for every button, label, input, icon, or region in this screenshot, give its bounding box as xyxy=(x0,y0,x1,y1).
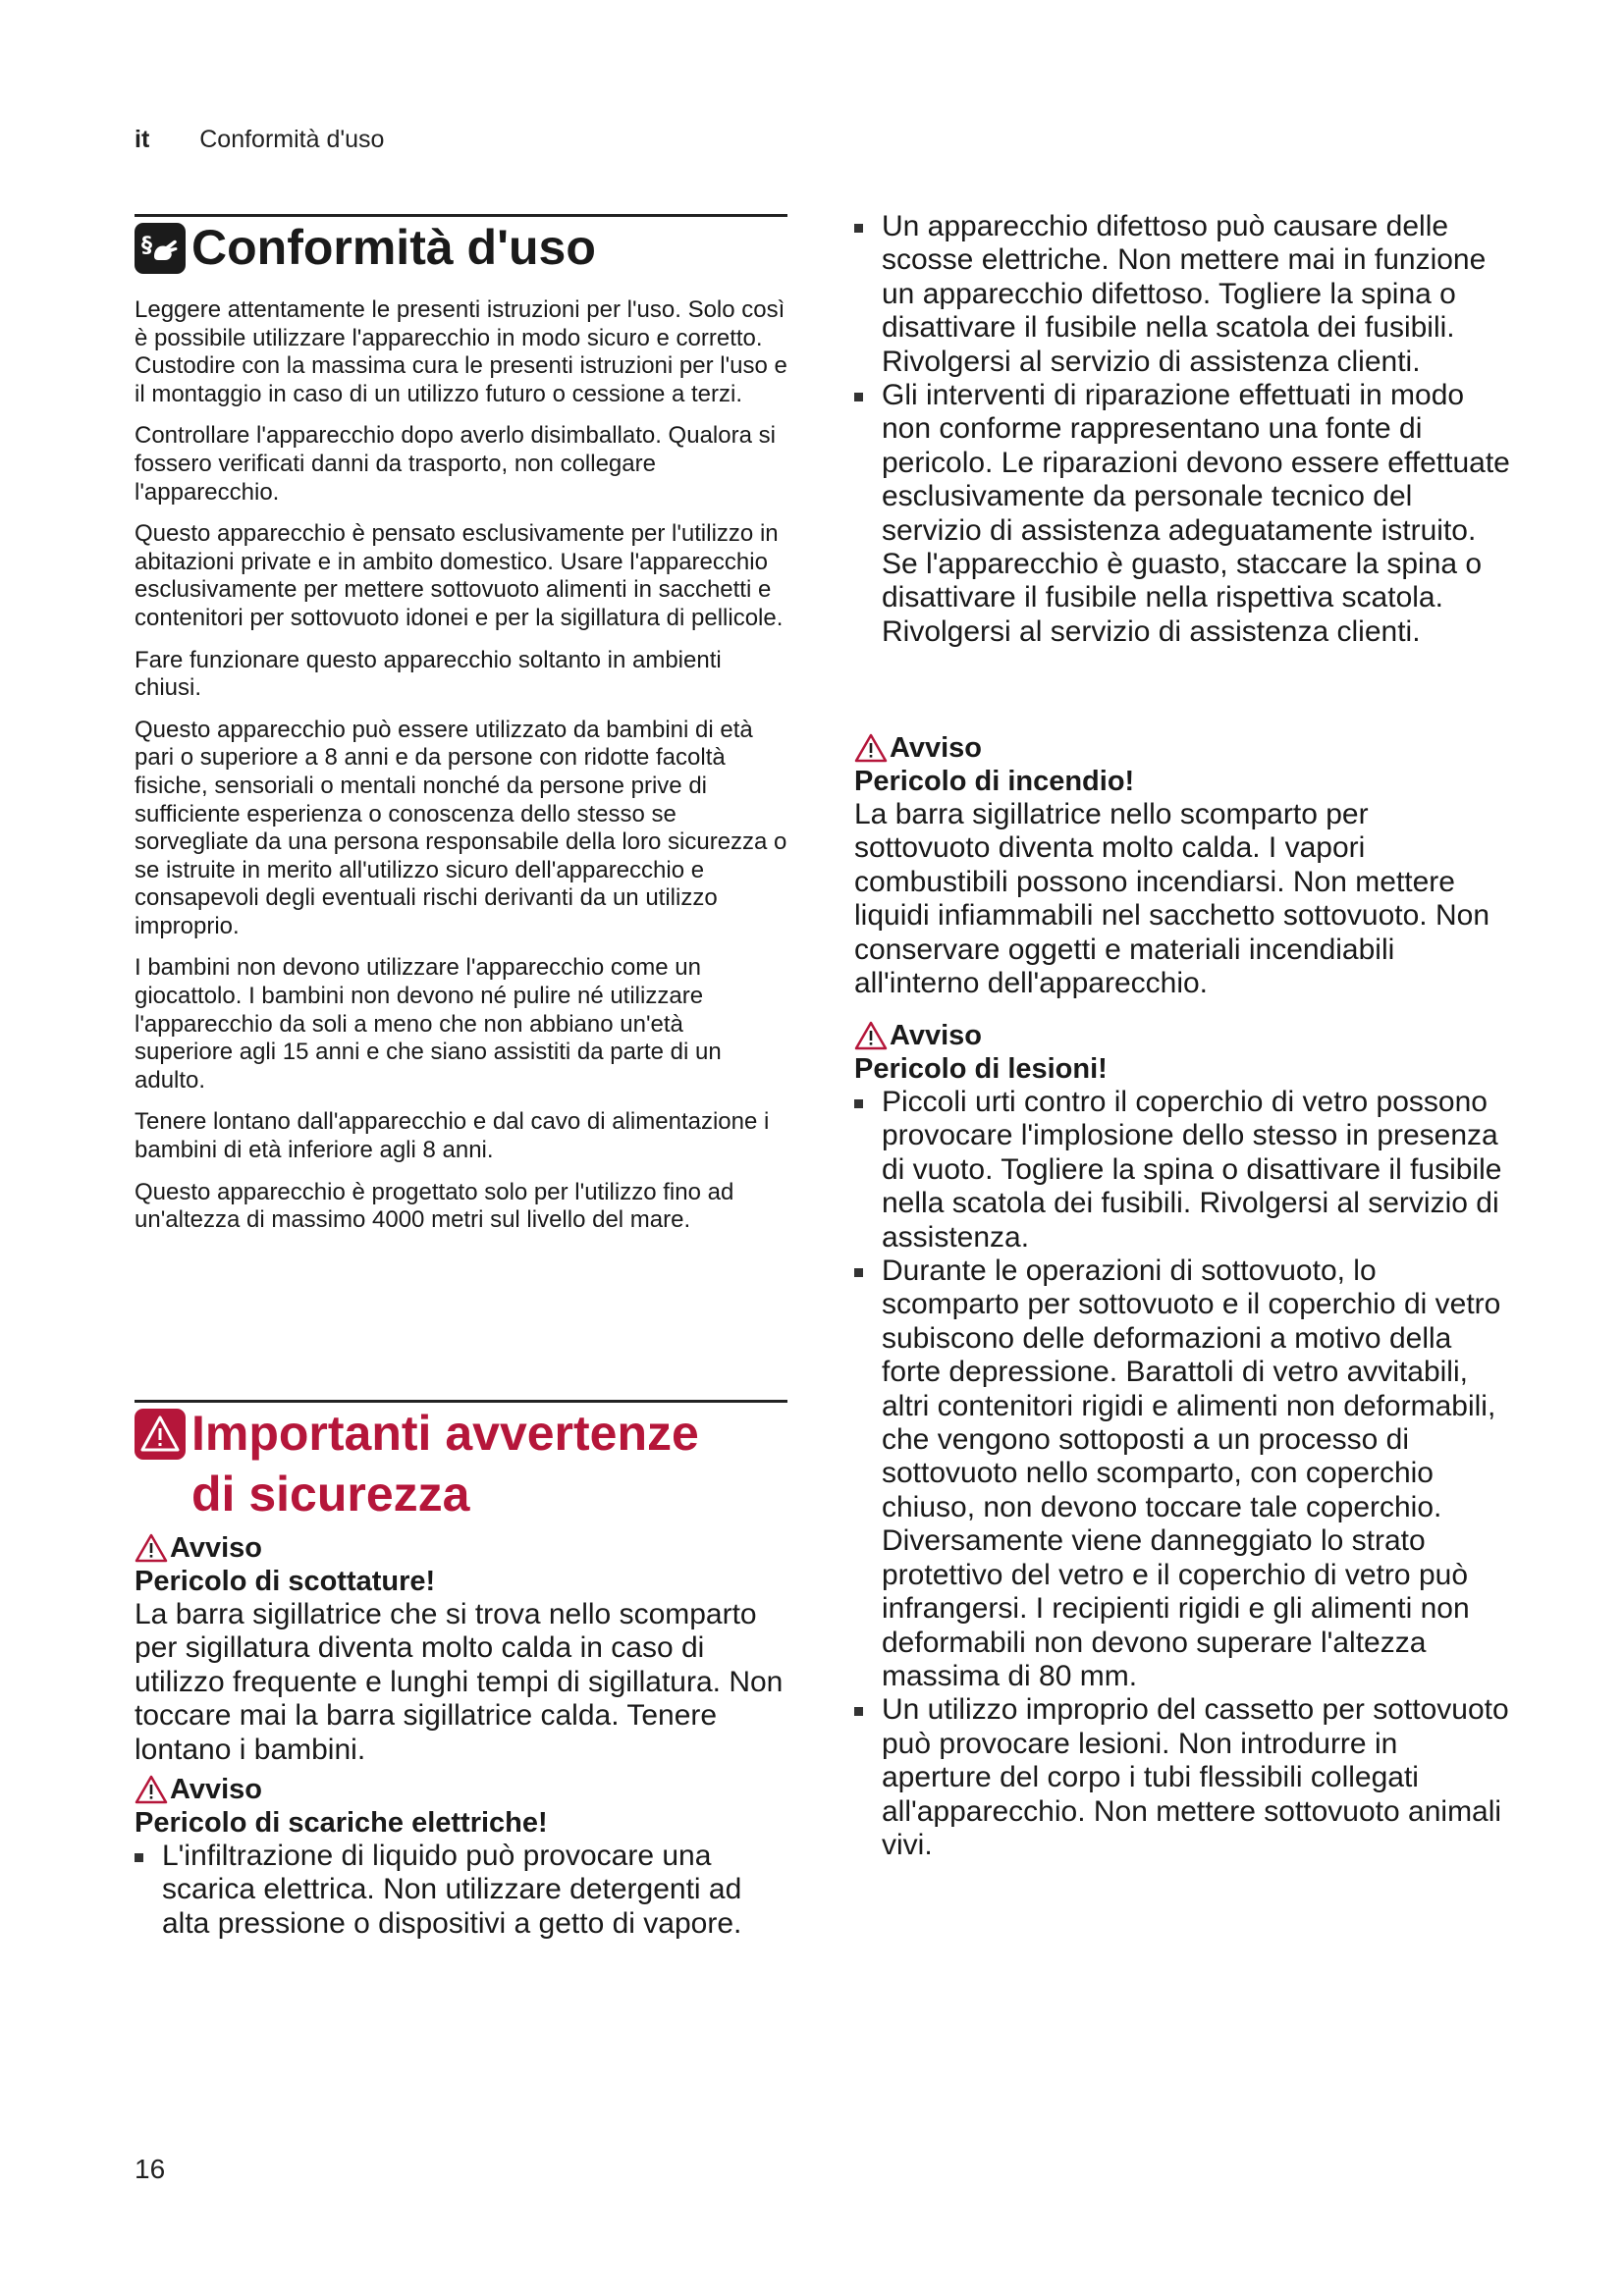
right-bullets xyxy=(854,210,1512,649)
list-item: L'infiltrazione di liquido può provocare una scarica elettrica. Non utilizzare detergenti ad alta pressione o dispositivi a getto di vapore. xyxy=(135,1840,787,1941)
header-section-name: Conformità d'uso xyxy=(199,126,385,153)
paragraph: Leggere attentamente le presenti istruzioni per l'uso. Solo così è possibile utilizzare l'apparecchio in modo sicuro e corretto. Custodire con la massima cura le presenti istruzioni per l'uso e il montaggio in caso di un utilizzo futuro o cessione a terzi. xyxy=(135,296,787,407)
warning-subtitle: Pericolo di lesioni! xyxy=(854,1053,1108,1085)
list-item: Piccoli urti contro il coperchio di vetro possono provocare l'implosione dello stesso in presenza di vuoto. Togliere la spina o disattivare il fusibile nella scatola dei fusibili. Rivolgersi al servizio di assistenza. xyxy=(854,1086,1512,1255)
warning-burns xyxy=(135,1531,787,1767)
warning-triangle-icon xyxy=(135,1775,168,1804)
warning-bullets xyxy=(854,1086,1512,1862)
warning-triangle-icon xyxy=(854,733,888,763)
warning-subtitle: Pericolo di incendio! xyxy=(854,766,1135,797)
list-item: Gli interventi di riparazione effettuati in modo non conforme rappresentano una fonte di pericolo. Le riparazioni devono essere effettuate esclusivamente da personale tecnico del servizio di assistenza adeguatamente istruito. Se l'apparecchio è guasto, staccare la spina o disattivare il fusibile nella rispettiva scatola. Rivolgersi al servizio di assistenza clienti. xyxy=(854,379,1512,649)
section-title-text: Conformità d'uso xyxy=(191,220,596,275)
warning-fire xyxy=(854,731,1512,1000)
warning-text: La barra sigillatrice nello scomparto per sottovuoto diventa molto calda. I vapori combustibili possono incendiarsi. Non mettere liquidi infiammabili nel sacchetto sottovuoto. Non conservare oggetti e materiali incendiabili all'interno dell'apparecchio. xyxy=(854,798,1490,1000)
conformity-body xyxy=(135,296,787,1249)
running-header xyxy=(135,126,384,154)
warning-heading: Avviso xyxy=(135,1773,787,1806)
section-title-conformity xyxy=(135,214,787,278)
paragraph: Fare funzionare questo apparecchio soltanto in ambienti chiusi. xyxy=(135,646,722,702)
list-item: Un utilizzo improprio del cassetto per sottovuoto può provocare lesioni. Non introdurre in aperture del corpo i tubi flessibili collegati all'apparecchio. Non mettere sottovuoto animali vivi. xyxy=(854,1693,1512,1862)
list-item: Durante le operazioni di sottovuoto, lo scomparto per sottovuoto e il coperchio di vetro subiscono delle deformazioni a motivo della forte depressione. Barattoli di vetro avvitabili, altri contenitori rigidi e alimenti non deformabili, che vengono sottoposti a un processo di sottovuoto nello scomparto, con coperchio chiuso, non devono toccare tale coperchio. Diversamente viene danneggiato lo strato protettivo del vetro e il coperchio di vetro può infrangersi. I recipienti rigidi e gli alimenti non deformabili non devono superare l'altezza massima di 80 mm. xyxy=(854,1255,1512,1693)
paragraph: Controllare l'apparecchio dopo averlo disimballato. Qualora si fossero verificati danni da trasporto, non collegare l'apparecchio. xyxy=(135,422,776,506)
warning-bullets xyxy=(135,1840,787,1941)
paragraph: I bambini non devono utilizzare l'apparecchio come un giocattolo. I bambini non devono né pulire né utilizzare l'apparecchio da soli a meno che non abbiano un'età superiore agli 15 anni e che siano assistiti da parte di un adulto. xyxy=(135,954,722,1094)
paragraph: Questo apparecchio può essere utilizzato da bambini di età pari o superiore a 8 anni e da persone con ridotte facoltà fisiche, sensoriali o mentali nonché da persone prive di sufficiente esperienza o conoscenza dello stesso se sorvegliate da una persona responsabile della loro sicurezza o se istruite in merito all'utilizzo sicuro dell'apparecchio e consapevoli degli eventuali rischi derivanti da un utilizzo improprio. xyxy=(135,716,787,939)
warning-subtitle: Pericolo di scariche elettriche! xyxy=(135,1807,548,1839)
warning-heading: Avviso xyxy=(854,731,1512,765)
section-hand-icon xyxy=(135,223,186,274)
warning-icon xyxy=(135,1409,186,1460)
bullet-list xyxy=(854,210,1512,649)
paragraph: Questo apparecchio è progettato solo per l'utilizzo fino ad un'altezza di massimo 4000 metri sul livello del mare. xyxy=(135,1178,734,1234)
paragraph: Tenere lontano dall'apparecchio e dal cavo di alimentazione i bambini di età inferiore agli 8 anni. xyxy=(135,1108,770,1164)
warning-electric xyxy=(135,1773,787,1941)
warning-subtitle: Pericolo di scottature! xyxy=(135,1566,436,1597)
paragraph: Questo apparecchio è pensato esclusivamente per l'utilizzo in abitazioni private e in ambito domestico. Usare l'apparecchio esclusivamente per mettere sottovuoto alimenti in sacchetti e contenitori per sottovuoto idonei e per la sigillatura di pellicole. xyxy=(135,520,784,631)
section-title-safety xyxy=(135,1400,787,1524)
list-item: Un apparecchio difettoso può causare delle scosse elettriche. Non mettere mai in funzione un apparecchio difettoso. Togliere la spina o disattivare il fusibile nella scatola dei fusibili. Rivolgersi al servizio di assistenza clienti. xyxy=(854,210,1512,379)
warning-triangle-icon xyxy=(854,1021,888,1050)
language-code: it xyxy=(135,126,150,153)
warning-text: La barra sigillatrice che si trova nello scomparto per sigillatura diventa molto calda in caso di utilizzo frequente e lunghi tempi di sigillatura. Non toccare mai la barra sigillatrice calda. Tenere lontano i bambini. xyxy=(135,1598,784,1766)
warning-injury xyxy=(854,1019,1512,1862)
section-title-text: Importanti avvertenze di sicurezza xyxy=(191,1406,699,1522)
svg-text:§: § xyxy=(141,234,152,258)
warning-heading: Avviso xyxy=(135,1531,787,1565)
warning-triangle-icon xyxy=(135,1533,168,1563)
warning-heading: Avviso xyxy=(854,1019,1512,1052)
page-number: 16 xyxy=(135,2154,166,2184)
